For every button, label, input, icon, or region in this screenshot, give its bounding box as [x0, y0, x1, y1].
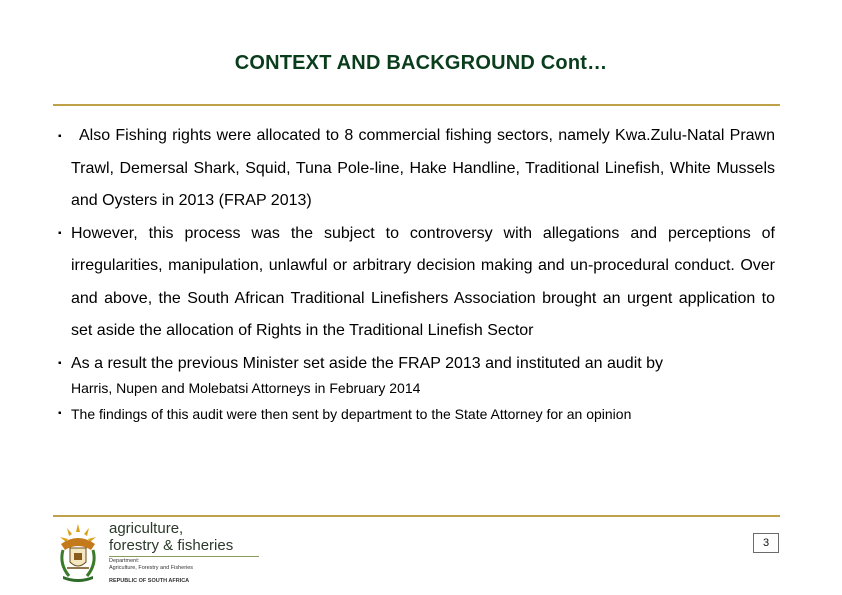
bullet-marker-icon: [58, 404, 62, 424]
bottom-divider: [53, 515, 780, 517]
bullet-text: Also Fishing rights were allocated to 8 commercial fishing sectors, namely Kwa.Zulu-Natal Prawn Trawl, Demersal Shark, Squid, Tuna Pole-line, Hake Handline, Traditional Linefish, White Mussels and Oysters in 2013 (FRAP 2013): [71, 127, 775, 209]
bullet-text: The findings of this audit were then sent by department to the State Attorney for an opinion: [71, 405, 632, 422]
bullet-text: However, this process was the subject to controversy with allegations and perceptions of irregularities, manipulation, unlawful or arbitrary decision making and un-procedural conduct. Over and above, the South African Traditional Linefishers Association brought an urgent application to set aside the allocation of Rights in the Traditional Linefish Sector: [71, 224, 775, 339]
logo-sub-department: Department:: [109, 558, 140, 564]
bullet-marker-icon: [58, 352, 62, 376]
bullet-item: [58, 218, 775, 348]
logo-sub-country: REPUBLIC OF SOUTH AFRICA: [109, 577, 190, 584]
bullet-item: [58, 404, 775, 424]
slide-title: CONTEXT AND BACKGROUND Cont…: [234, 52, 608, 74]
page-number: 3: [753, 533, 779, 553]
bullet-list: [58, 120, 775, 424]
bullet-item: [58, 352, 775, 400]
logo-line-agriculture: agriculture,: [109, 520, 184, 537]
bullet-marker-icon: [58, 121, 62, 154]
logo-line-forestry-fisheries: forestry & fisheries: [109, 537, 234, 554]
logo-divider: [109, 556, 259, 557]
coat-of-arms-icon: [55, 522, 101, 582]
bullet-text: As a result the previous Minister set aside the FRAP 2013 and instituted an audit by: [71, 354, 664, 372]
logo-sub-dept-name: Agriculture, Forestry and Fisheries: [109, 564, 194, 571]
bullet-continuation-text: Harris, Nupen and Molebatsi Attorneys in February 2014: [71, 379, 421, 396]
bullet-marker-icon: [58, 218, 62, 251]
department-logo: [55, 520, 255, 586]
bullet-item: [58, 120, 775, 218]
top-divider: [53, 104, 780, 106]
